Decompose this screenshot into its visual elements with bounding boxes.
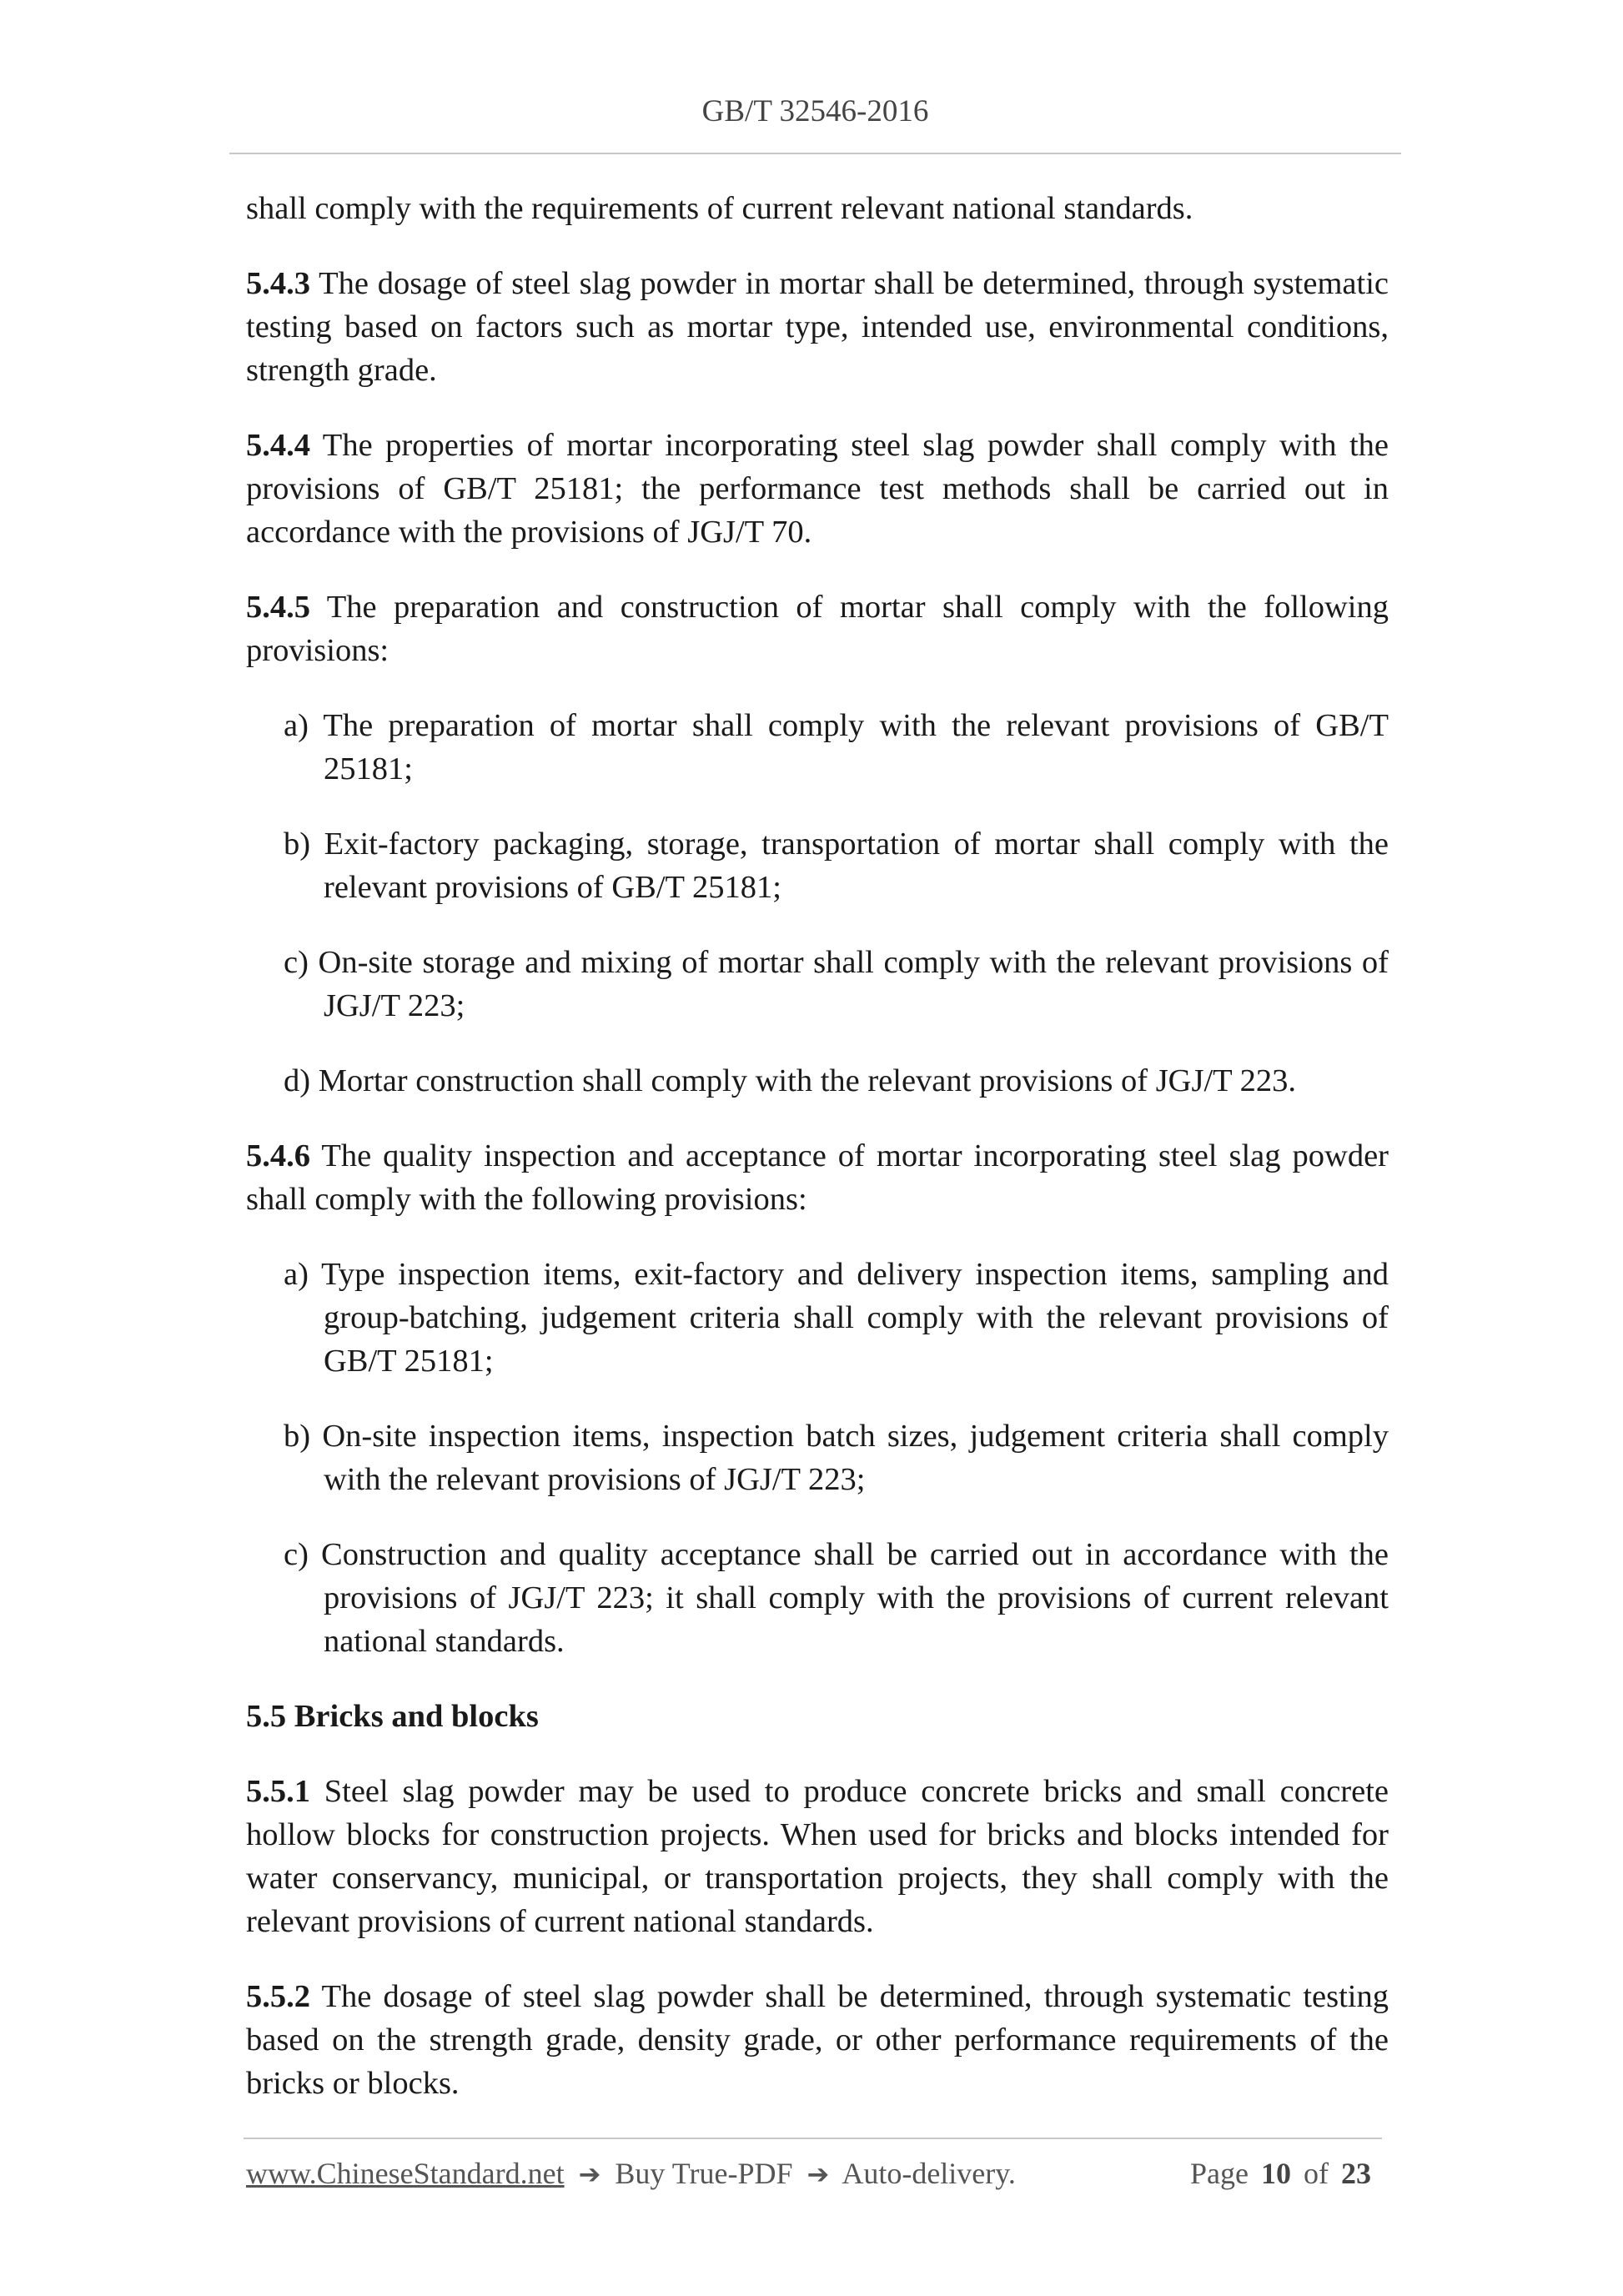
clause-number: 5.4.3 <box>246 266 310 301</box>
page-of-label: of <box>1304 2157 1329 2190</box>
list-item: b) Exit-factory packaging, storage, transportation of mortar shall comply with the relevant provisions of GB/T 25181; <box>284 826 1389 905</box>
clause-text: The dosage of steel slag powder shall be determined, through systematic testing based on the strength grade, density grade, or other performance requirements of the bricks or blocks. <box>246 1979 1389 2101</box>
clause-5-5-1 <box>246 1770 1389 1943</box>
list-item: c) On-site storage and mixing of mortar shall comply with the relevant provisions of JGJ/T 223; <box>284 945 1389 1023</box>
clause-5-4-4 <box>246 424 1389 554</box>
arrow-right-icon: ➔ <box>578 2158 601 2190</box>
page-total: 23 <box>1341 2157 1371 2190</box>
clause-number: 5.4.6 <box>246 1138 310 1173</box>
buy-true-pdf-text: Buy True-PDF <box>615 2157 793 2190</box>
clause-5-4-3 <box>246 262 1389 392</box>
header-divider <box>229 153 1401 154</box>
list-item: c) Construction and quality acceptance shall be carried out in accordance with the provisions of JGJ/T 223; it shall comply with the provisions of current relevant national standards. <box>284 1537 1389 1659</box>
arrow-right-icon: ➔ <box>806 2158 830 2190</box>
page-current: 10 <box>1261 2157 1291 2190</box>
clause-text: The preparation and construction of mortar shall comply with the following provisions: <box>246 590 1389 668</box>
page-number <box>1190 2156 1376 2191</box>
clause-text: The dosage of steel slag powder in mortar shall be determined, through systematic testing based on factors such as mortar type, intended use, environmental conditions, strength grade. <box>246 266 1389 388</box>
clause-text: The properties of mortar incorporating steel slag powder shall comply with the provisions of GB/T 25181; the performance test methods shall be carried out in accordance with the provisions of JGJ/T 70. <box>246 428 1389 550</box>
clause-5-4-6 <box>246 1134 1389 1221</box>
paragraph-continuation: shall comply with the requirements of current relevant national standards. <box>246 191 1193 226</box>
clause-number: 5.5.1 <box>246 1774 310 1809</box>
clause-number: 5.4.5 <box>246 590 310 625</box>
page-label: Page <box>1190 2157 1249 2190</box>
clause-number: 5.5.2 <box>246 1979 310 2014</box>
clause-text: The quality inspection and acceptance of mortar incorporating steel slag powder shall comply with the following provisions: <box>246 1138 1389 1217</box>
list-item: d) Mortar construction shall comply with the relevant provisions of JGJ/T 223. <box>284 1063 1296 1098</box>
auto-delivery-text: Auto-delivery. <box>842 2157 1016 2190</box>
footer-promo <box>246 2156 1016 2191</box>
website-link[interactable]: www.ChineseStandard.net <box>246 2157 565 2190</box>
list-item: a) The preparation of mortar shall comply with the relevant provisions of GB/T 25181; <box>284 708 1389 786</box>
section-heading-5-5: 5.5 Bricks and blocks <box>246 1699 539 1734</box>
list-item: a) Type inspection items, exit-factory and delivery inspection items, sampling and group-batching, judgement criteria shall comply with the relevant provisions of GB/T 25181; <box>284 1257 1389 1379</box>
clause-5-4-5 <box>246 585 1389 672</box>
clause-text: Steel slag powder may be used to produce concrete bricks and small concrete hollow blocks for construction projects. When used for bricks and blocks intended for water conservancy, municipal, or transportation projects, they shall comply with the relevant provisions of current national standards. <box>246 1774 1389 1939</box>
document-body <box>246 187 1389 2137</box>
list-item: b) On-site inspection items, inspection batch sizes, judgement criteria shall comply with the relevant provisions of JGJ/T 223; <box>284 1419 1389 1497</box>
clause-5-5-2 <box>246 1975 1389 2105</box>
clause-number: 5.4.4 <box>246 428 310 463</box>
footer-divider <box>244 2138 1382 2139</box>
document-header-title: GB/T 32546-2016 <box>701 94 929 128</box>
